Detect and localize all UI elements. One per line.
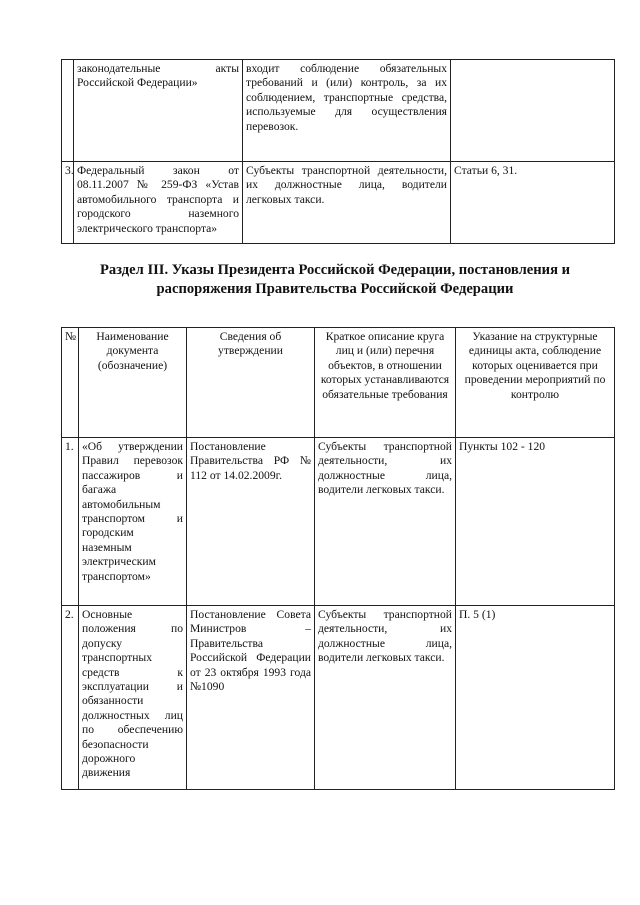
subjects-description: Субъекты транспортной деятельности, их должностные лица, водители легковых такси. (315, 438, 456, 606)
subjects-description: входит соблюдение обязательных требований и (или) контроль, за их соблюдением, транспортные средства, используемые для осуществления перевозок. (243, 60, 451, 162)
structural-units: Статьи 6, 31. (451, 162, 615, 244)
header-subjects-description: Краткое описание круга лиц и (или) перечня объектов, в отношении которых устанавливаются обязательные требования (315, 328, 456, 438)
header-number: № (62, 328, 79, 438)
document-name: законодательные акты Российской Федерации» (74, 60, 243, 162)
document-name: Федеральный закон от 08.11.2007 № 259-ФЗ «Устав автомобильного транспорта и городского наземного электрического транспорта» (74, 162, 243, 244)
subjects-description: Субъекты транспортной деятельности, их должностные лица, водители легковых такси. (243, 162, 451, 244)
row-number: 3. (62, 162, 74, 244)
structural-units: Пункты 102 - 120 (456, 438, 615, 606)
structural-units (451, 60, 615, 162)
approval-info: Постановление Совета Министров – Правительства Российской Федерации от 23 октября 1993 года №1090 (187, 606, 315, 790)
presidential-decrees-table (61, 327, 615, 790)
obligations-table-continued (61, 59, 615, 244)
document-name: «Об утверждении Правил перевозок пассажиров и багажа автомобильным транспортом и городским наземным электрическим транспортом» (79, 438, 187, 606)
table-row (62, 60, 615, 162)
row-number: 2. (62, 606, 79, 790)
structural-units: П. 5 (1) (456, 606, 615, 790)
header-approval-info: Сведения об утверждении (187, 328, 315, 438)
section-heading: Раздел III. Указы Президента Российской Федерации, постановления и распоряжения Правительства Российской Федерации (99, 262, 571, 297)
row-number (62, 60, 74, 162)
row-number: 1. (62, 438, 79, 606)
table-header-row (62, 328, 615, 438)
table-row (62, 606, 615, 790)
header-structural-units: Указание на структурные единицы акта, соблюдение которых оценивается при проведении мероприятий по контролю (456, 328, 615, 438)
document-name: Основные положения по допуску транспортных средств к эксплуатации и обязанности должностных лиц по обеспечению безопасности дорожного движения (79, 606, 187, 790)
subjects-description: Субъекты транспортной деятельности, их должностные лица, водители легковых такси. (315, 606, 456, 790)
approval-info: Постановление Правительства РФ № 112 от 14.02.2009г. (187, 438, 315, 606)
table-row (62, 438, 615, 606)
header-document-name: Наименование документа (обозначение) (79, 328, 187, 438)
table-row (62, 162, 615, 244)
